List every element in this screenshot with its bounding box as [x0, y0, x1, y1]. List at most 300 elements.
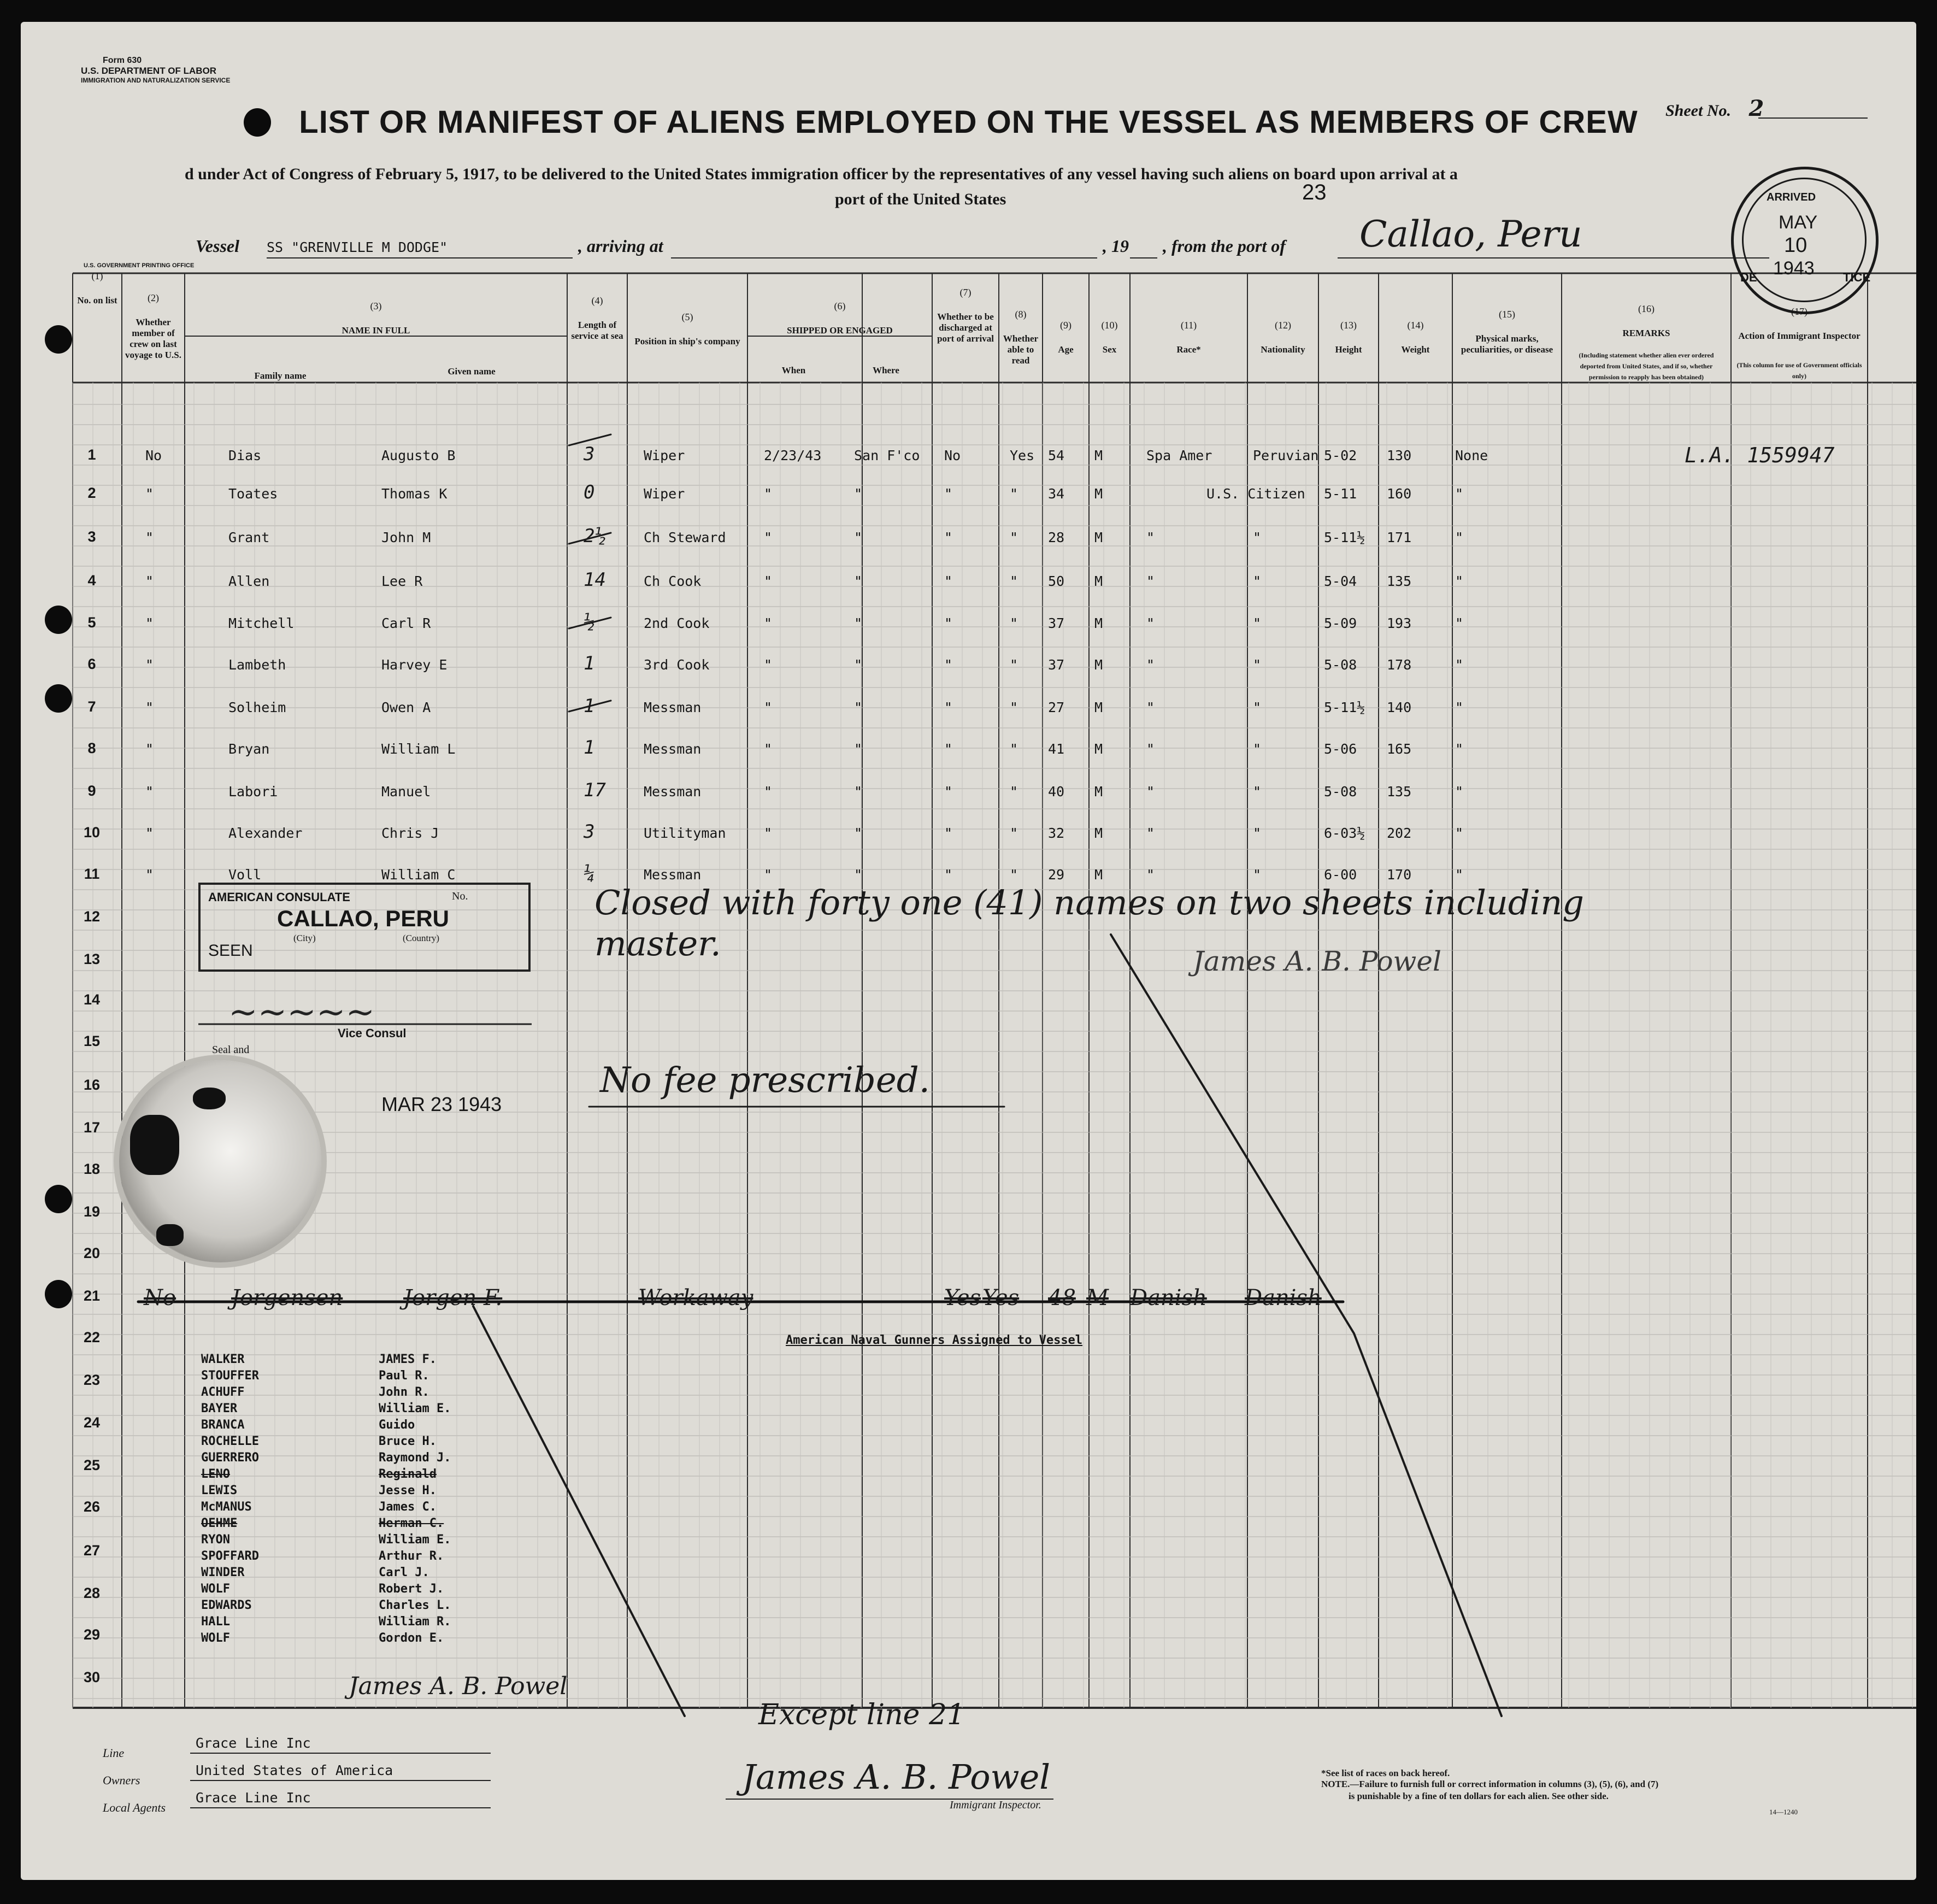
crew-family: Voll	[228, 867, 262, 883]
crew-service: ¼	[584, 862, 595, 884]
crew-nationality: "	[1253, 700, 1262, 715]
footer-line-label: Line	[103, 1746, 125, 1760]
crew-discharged: "	[944, 486, 953, 502]
column-header-label: Whether to be discharged at port of arrival	[937, 312, 994, 344]
crew-height: 5-08	[1324, 657, 1357, 673]
arrival-stamp-ring-right: TICE	[1843, 271, 1871, 284]
consulate-header: AMERICAN CONSULATE	[208, 890, 350, 904]
column-header-label: Whether able to read	[1003, 333, 1039, 366]
crew-family: Toates	[228, 486, 278, 502]
binder-hole-6	[45, 1280, 72, 1308]
crew-where: "	[854, 615, 863, 631]
crew-race: U.S. Citizen	[1206, 486, 1305, 502]
consulate-date: MAR 23 1943	[381, 1093, 502, 1115]
gunner-given-name: Herman C.	[379, 1517, 444, 1530]
crew-discharged: "	[944, 741, 953, 757]
column-number: (5)	[681, 312, 693, 322]
column-number: (15)	[1499, 309, 1515, 320]
consulate-no-label: No.	[452, 890, 468, 902]
gunner-family-name: McMANUS	[201, 1500, 252, 1514]
cancel-stroke-left	[473, 1306, 685, 1716]
crew-discharged: "	[944, 615, 953, 631]
crew-nationality: "	[1253, 657, 1262, 673]
crew-action: L.A. 1559947	[1685, 443, 1835, 467]
crew-where: "	[854, 573, 863, 589]
crew-weight: 135	[1387, 784, 1412, 800]
crew-read: "	[1010, 825, 1018, 841]
gunner-given-name: William E.	[379, 1402, 451, 1415]
crew-nationality: "	[1253, 573, 1262, 589]
crew-when: "	[764, 615, 773, 631]
crew-read: "	[1010, 486, 1018, 502]
row-number: 30	[83, 1669, 101, 1685]
footer-agents-value: Grace Line Inc	[196, 1790, 311, 1806]
crew-nationality: Peruvian	[1253, 448, 1319, 463]
crew-given: William L	[381, 741, 456, 757]
row-number: 29	[83, 1626, 101, 1643]
closing-note-line-1: Closed with forty one (41) names on two sheets including	[594, 883, 1584, 922]
footer-note-1: *See list of races on back hereof.	[1321, 1768, 1450, 1778]
crew-family: Solheim	[228, 700, 286, 715]
gunner-given-name: Raymond J.	[379, 1451, 451, 1465]
crew-race: "	[1146, 700, 1155, 715]
consulate-city: CALLAO, PERU	[277, 906, 449, 931]
crew-discharged: "	[944, 784, 953, 800]
service-name: IMMIGRATION AND NATURALIZATION SERVICE	[81, 77, 231, 84]
crew-family: Mitchell	[228, 615, 295, 631]
crew-when: "	[764, 784, 773, 800]
crew-where: "	[854, 486, 863, 502]
crew-sex: M	[1094, 486, 1103, 502]
crew-read: "	[1010, 615, 1018, 631]
footer-inspector-signature: James A. B. Powel	[742, 1757, 1051, 1797]
row-number: 25	[83, 1457, 101, 1473]
seal-ink-blot-2	[130, 1115, 179, 1175]
crew-marks: "	[1455, 657, 1464, 673]
crew-read: "	[1010, 741, 1018, 757]
crew-given: John M	[381, 530, 431, 545]
gunner-given-name: John R.	[379, 1385, 429, 1399]
crew-discharged: "	[944, 573, 953, 589]
crew-position: Ch Cook	[644, 573, 702, 589]
gunner-given-name: Bruce H.	[379, 1435, 437, 1448]
crew-weight: 140	[1387, 700, 1412, 715]
crew-service: 2½	[584, 525, 606, 547]
gunner-given-name: Jesse H.	[379, 1484, 437, 1497]
crew-prev: "	[145, 486, 154, 502]
crew-nationality: "	[1253, 867, 1262, 883]
crew-read: "	[1010, 700, 1018, 715]
crew-prev: "	[145, 573, 154, 589]
gunner-family-name: WOLF	[201, 1631, 230, 1645]
crew-where: San F'co	[854, 448, 920, 463]
crew-marks: "	[1455, 784, 1464, 800]
crew-service: 1	[584, 695, 595, 717]
gunner-given-name: Carl J.	[379, 1566, 429, 1579]
consulate-seen: SEEN	[208, 942, 253, 960]
gunner-family-name: ROCHELLE	[201, 1435, 259, 1448]
crew-family: Allen	[228, 573, 270, 589]
footer-owners-value: United States of America	[196, 1762, 393, 1778]
row-number: 8	[87, 740, 96, 756]
crew-where: "	[854, 700, 863, 715]
column-number: (10)	[1101, 320, 1118, 331]
crew-age: 40	[1048, 784, 1065, 800]
crew-sex: M	[1094, 448, 1103, 463]
crew-sex: M	[1094, 741, 1103, 757]
crew-prev: "	[145, 741, 154, 757]
column-header-label: Given name	[448, 366, 496, 377]
crew-sex: M	[1094, 530, 1103, 545]
arrival-stamp-ring-left: DE	[1740, 271, 1757, 284]
gunner-given-name: Gordon E.	[379, 1631, 444, 1645]
struck-prev: No	[144, 1285, 176, 1311]
vice-consul-signature: ~~~~~	[228, 992, 375, 1032]
except-note: Except line 21	[758, 1699, 965, 1731]
crew-age: 54	[1048, 448, 1065, 463]
year-label: , 19	[1103, 236, 1129, 256]
column-header-label: Where	[873, 365, 899, 375]
row-number: 14	[83, 991, 101, 1008]
crew-prev: "	[145, 615, 154, 631]
crew-position: Messman	[644, 784, 702, 800]
column-number: (3)	[370, 301, 382, 312]
binder-hole-2	[45, 325, 72, 354]
row-number: 18	[83, 1161, 101, 1177]
crew-discharged: "	[944, 825, 953, 841]
column-header-label: Race*	[1176, 344, 1201, 355]
crew-position: Messman	[644, 867, 702, 883]
crew-position: Messman	[644, 741, 702, 757]
column-header-label: REMARKS	[1622, 328, 1670, 338]
no-fee-note: No fee prescribed.	[600, 1060, 930, 1101]
vessel-label: Vessel	[196, 236, 239, 256]
crew-height: 5-04	[1324, 573, 1357, 589]
crew-service: 3	[584, 443, 595, 465]
gunner-family-name: WALKER	[201, 1353, 245, 1366]
column-header-label: When	[781, 365, 806, 375]
crew-race: "	[1146, 867, 1155, 883]
sheet-label: Sheet No.	[1665, 102, 1731, 120]
sheet-number: 2	[1748, 96, 1764, 121]
consulate-country-label: (Country)	[403, 933, 440, 943]
footer-note-2: NOTE.—Failure to furnish full or correct information in columns (3), (5), (6), and (7)	[1321, 1779, 1659, 1789]
crew-sex: M	[1094, 825, 1103, 841]
crew-nationality: "	[1253, 784, 1262, 800]
gunner-given-name: Charles L.	[379, 1599, 451, 1612]
gunner-family-name: STOUFFER	[201, 1369, 259, 1383]
seal-ink-blot-1	[193, 1088, 226, 1109]
crew-position: Wiper	[644, 448, 685, 463]
crew-marks: "	[1455, 867, 1464, 883]
consulate-city-label: (City)	[293, 933, 316, 943]
crew-weight: 178	[1387, 657, 1412, 673]
crew-when: "	[764, 825, 773, 841]
column-number: (7)	[959, 287, 972, 298]
binder-hole-5	[45, 1185, 72, 1213]
row-number: 15	[83, 1033, 101, 1049]
crew-weight: 130	[1387, 448, 1412, 463]
crew-given: Augusto B	[381, 448, 456, 463]
crew-family: Grant	[228, 530, 270, 545]
gunner-given-name: Arthur R.	[379, 1549, 444, 1563]
row-number: 2	[87, 485, 96, 501]
crew-prev: "	[145, 825, 154, 841]
struck-discharged: Yes	[944, 1285, 981, 1311]
arrival-stamp-arrived: ARRIVED	[1767, 191, 1816, 203]
crew-family: Lambeth	[228, 657, 286, 673]
crew-age: 29	[1048, 867, 1065, 883]
column-number: (4)	[591, 295, 603, 306]
consulate-stamp	[198, 883, 531, 972]
crew-sex: M	[1094, 784, 1103, 800]
column-header-label: (Including statement whether alien ever ordered deported from United States, and if so, whether permission to reapply has been obtained)	[1579, 351, 1714, 381]
row-number: 20	[83, 1245, 101, 1261]
row-number: 3	[87, 528, 96, 545]
column-number: (16)	[1638, 303, 1655, 314]
vice-consul-label: Vice Consul	[338, 1026, 407, 1040]
row-number: 24	[83, 1414, 101, 1431]
number-23: 23	[1302, 180, 1327, 204]
crew-race: "	[1146, 530, 1155, 545]
crew-position: 2nd Cook	[644, 615, 710, 631]
crew-service: 1	[584, 737, 595, 759]
footer-owners-label: Owners	[103, 1773, 140, 1787]
crew-race: "	[1146, 784, 1155, 800]
seal-ink-blot-3	[156, 1224, 184, 1246]
crew-position: Wiper	[644, 486, 685, 502]
row-number: 21	[83, 1288, 101, 1304]
crew-when: 2/23/43	[764, 448, 822, 463]
crew-weight: 160	[1387, 486, 1412, 502]
gunner-family-name: EDWARDS	[201, 1599, 252, 1612]
crew-height: 5-11½	[1324, 530, 1365, 545]
crew-given: Harvey E	[381, 657, 448, 673]
row-number: 22	[83, 1329, 101, 1345]
row-number: 23	[83, 1372, 101, 1388]
crew-when: "	[764, 573, 773, 589]
crew-sex: M	[1094, 657, 1103, 673]
row-number: 5	[87, 614, 96, 631]
crew-where: "	[854, 657, 863, 673]
gunner-family-name: ACHUFF	[201, 1385, 245, 1399]
crew-discharged: "	[944, 700, 953, 715]
row-number: 7	[87, 698, 96, 715]
vessel-line-underlines	[267, 256, 1916, 261]
crew-service: ½	[584, 611, 595, 633]
crew-when: "	[764, 741, 773, 757]
crew-service: 1	[584, 653, 595, 674]
row-number: 13	[83, 951, 101, 967]
column-header-label: Length of service at sea	[571, 320, 623, 341]
crew-race: "	[1146, 825, 1155, 841]
crew-given: Owen A	[381, 700, 431, 715]
crew-race: "	[1146, 657, 1155, 673]
seal-label: Seal and	[212, 1044, 250, 1056]
crew-discharged: No	[944, 448, 961, 463]
crew-sex: M	[1094, 615, 1103, 631]
crew-sex: M	[1094, 867, 1103, 883]
crew-marks: "	[1455, 486, 1464, 502]
crew-height: 5-11½	[1324, 700, 1365, 715]
gunner-family-name: WOLF	[201, 1582, 230, 1596]
row-number: 4	[87, 572, 96, 589]
gunner-given-name: JAMES F.	[379, 1353, 437, 1366]
crew-where: "	[854, 784, 863, 800]
crew-discharged: "	[944, 867, 953, 883]
gunner-signature: James A. B. Powel	[349, 1672, 568, 1700]
crew-service: 0	[584, 481, 595, 503]
crew-age: 32	[1048, 825, 1065, 841]
struck-position: Workaway	[638, 1285, 753, 1311]
form-id: Form 630	[103, 56, 142, 65]
column-number: (9)	[1060, 320, 1071, 331]
crew-given: Lee R	[381, 573, 423, 589]
crew-family: Alexander	[228, 825, 303, 841]
crew-height: 5-02	[1324, 448, 1357, 463]
crew-read: "	[1010, 573, 1018, 589]
column-header-label: Action of Immigrant Inspector	[1738, 331, 1861, 341]
column-number: (17)	[1791, 306, 1808, 317]
gunner-family-name: OEHME	[201, 1517, 238, 1530]
from-port: Callao, Peru	[1359, 213, 1582, 255]
crew-where: "	[854, 825, 863, 841]
crew-discharged: "	[944, 657, 953, 673]
column-number: (13)	[1340, 320, 1357, 331]
crew-read: "	[1010, 657, 1018, 673]
gunner-family-name: RYON	[201, 1533, 230, 1547]
crew-height: 6-00	[1324, 867, 1357, 883]
crew-weight: 193	[1387, 615, 1412, 631]
gunner-family-name: LEWIS	[201, 1484, 238, 1497]
column-header-label: Height	[1335, 344, 1362, 355]
crew-family: Dias	[228, 448, 262, 463]
crew-discharged: "	[944, 530, 953, 545]
column-header-label: Family name	[254, 371, 307, 381]
column-header-label: Physical marks, peculiarities, or disease	[1461, 333, 1553, 355]
gunner-given-name: Robert J.	[379, 1582, 444, 1596]
struck-read: Yes	[982, 1285, 1020, 1311]
crew-height: 5-06	[1324, 741, 1357, 757]
crew-race: "	[1146, 573, 1155, 589]
row-number: 26	[83, 1498, 101, 1515]
column-header-label: No. on list	[77, 295, 117, 305]
arrival-stamp	[1731, 167, 1879, 314]
gunner-family-name: GUERRERO	[201, 1451, 259, 1465]
crew-when: "	[764, 486, 773, 502]
column-number: (14)	[1407, 320, 1424, 331]
closing-note-line-2: master.	[594, 924, 721, 963]
column-header-label: Sex	[1102, 344, 1117, 355]
row-number: 17	[83, 1119, 101, 1136]
crew-height: 5-08	[1324, 784, 1357, 800]
crew-marks: "	[1455, 825, 1464, 841]
crew-where: "	[854, 741, 863, 757]
arrival-stamp-year: 1943	[1773, 258, 1815, 279]
struck-sex: M	[1086, 1285, 1109, 1311]
crew-age: 27	[1048, 700, 1065, 715]
binder-hole-4	[45, 684, 72, 713]
footer-agents-label: Local Agents	[103, 1801, 166, 1814]
row-number: 6	[87, 656, 96, 672]
crew-given: Chris J	[381, 825, 439, 841]
gunner-family-name: WINDER	[201, 1566, 245, 1579]
inspector-label: Immigrant Inspector.	[950, 1799, 1041, 1811]
crew-marks: "	[1455, 615, 1464, 631]
footer-underlines	[190, 1749, 496, 1814]
crew-service: 14	[584, 569, 606, 591]
crew-weight: 171	[1387, 530, 1412, 545]
crew-when: "	[764, 530, 773, 545]
footer-note-3: is punishable by a fine of ten dollars for each alien. See other side.	[1349, 1791, 1609, 1801]
arrival-stamp-day: 10	[1784, 234, 1808, 257]
column-header-label: Nationality	[1261, 344, 1305, 355]
crew-race: "	[1146, 615, 1155, 631]
crew-race: Spa Amer	[1146, 448, 1212, 463]
vessel-name: SS "GRENVILLE M DODGE"	[267, 239, 448, 255]
crew-height: 5-11	[1324, 486, 1357, 502]
crew-age: 28	[1048, 530, 1065, 545]
crew-nationality: "	[1253, 615, 1262, 631]
crew-sex: M	[1094, 573, 1103, 589]
crew-given: Thomas K	[381, 486, 448, 502]
crew-where: "	[854, 530, 863, 545]
column-number: (6)	[834, 301, 846, 312]
crew-family: Labori	[228, 784, 278, 800]
manifest-title: LIST OR MANIFEST OF ALIENS EMPLOYED ON THE VESSEL AS MEMBERS OF CREW	[299, 104, 1638, 140]
gunner-family-name: BAYER	[201, 1402, 238, 1415]
struck-family: Jorgensen	[231, 1285, 343, 1311]
gunner-family-name: BRANCA	[201, 1418, 245, 1432]
column-header-label: Age	[1058, 344, 1074, 355]
crew-marks: "	[1455, 700, 1464, 715]
from-port-label: , from the port of	[1163, 236, 1286, 256]
gunner-family-name: SPOFFARD	[201, 1549, 259, 1563]
struck-race: Danish	[1130, 1285, 1207, 1311]
arriving-label: , arriving at	[578, 236, 663, 256]
crew-nationality: "	[1253, 530, 1262, 545]
gunner-given-name: Paul R.	[379, 1369, 429, 1383]
column-number: (12)	[1275, 320, 1291, 331]
column-header-label: (This column for use of Government officials only)	[1736, 361, 1862, 380]
crew-when: "	[764, 700, 773, 715]
row-number: 12	[83, 908, 101, 925]
crew-weight: 165	[1387, 741, 1412, 757]
printing-office: U.S. GOVERNMENT PRINTING OFFICE	[84, 262, 195, 269]
crew-given: Manuel	[381, 784, 431, 800]
row-number: 9	[87, 783, 96, 799]
crew-age: 41	[1048, 741, 1065, 757]
column-header-label: SHIPPED OR ENGAGED	[787, 325, 893, 336]
row-number: 28	[83, 1585, 101, 1601]
inspector-signature-1: James A. B. Powel	[1193, 945, 1441, 977]
crew-given: Carl R	[381, 615, 431, 631]
row-number: 11	[84, 866, 100, 882]
crew-position: Messman	[644, 700, 702, 715]
crew-when: "	[764, 867, 773, 883]
arrival-stamp-month: MAY	[1779, 212, 1818, 233]
crew-marks: "	[1455, 530, 1464, 545]
crew-prev: "	[145, 657, 154, 673]
gunner-given-name: Guido	[379, 1418, 415, 1432]
gunner-given-name: James C.	[379, 1500, 437, 1514]
gunner-given-name: William R.	[379, 1615, 451, 1629]
crew-service: 17	[584, 779, 606, 801]
crew-nationality: "	[1253, 825, 1262, 841]
crew-prev: No	[145, 448, 162, 463]
gunners-header: American Naval Gunners Assigned to Vessel	[786, 1333, 1083, 1347]
crew-age: 37	[1048, 657, 1065, 673]
